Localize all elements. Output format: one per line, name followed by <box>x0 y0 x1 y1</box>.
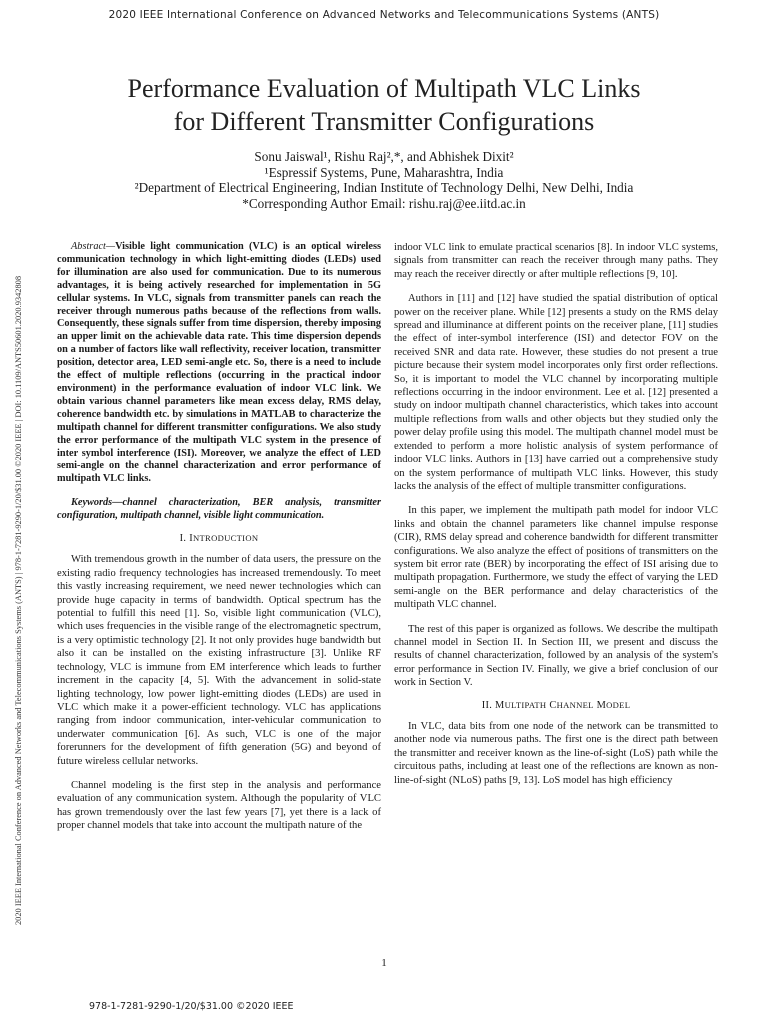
intro-paragraph-4: In this paper, we implement the multipath path model for indoor VLC links and obtain the channel parameters like channel impulse response (CIR), RMS delay spread and coherence bandwidth for different transmitter configurations. We also analyze the effect of positions of transmitters on the system bit error rate (BER) by incorporating the effect of ISI arising due to multipath propagation. Furthermore, we study the effect of varying the LED semi-angle on the BER performance and delay characteristics of the multipath VLC channel. <box>394 505 718 611</box>
intro-paragraph-3: Authors in [11] and [12] have studied the spatial distribution of optical power on the receiver plane. While [12] presents a study on the RMS delay spread and illuminance at different points on the receiver plane, [11] studies the effect of inter-symbol interference (ISI) and detector FOV on the received SNR and data rate. However, these studies do not present a true picture because their system model incorporates only first order reflections. So, it is important to model the VLC channel by incorporating multiple reflections occurring in the indoor environment. Lee et al. [12] presented a study on indoor multipath channel characteristics, which takes into account multiple reflections from walls and other objects but they studied only the power delay profile using this model. The multipath channel model must be extended to perform a more holistic analysis of system performance of indoor VLC links. Authors in [13] have carried out a comprehensive study on the system performance of multipath VLC links. However, this study lacks the analysis of the effect of multiple transmitter configurations. <box>394 293 718 492</box>
intro-paragraph-2-cont: indoor VLC link to emulate practical scenarios [8]. In indoor VLC systems, signals from transmitter can reach the receiver through many paths. They may reach the receiver directly or after multiple reflections [9, 10]. <box>394 242 718 280</box>
author-block <box>40 149 728 211</box>
conference-header: 2020 IEEE International Conference on Advanced Networks and Telecommunications Systems (ANTS) <box>108 9 660 21</box>
left-column <box>57 241 381 833</box>
affiliation-1: ¹Espressif Systems, Pune, Maharashtra, India <box>264 164 504 180</box>
intro-paragraph-5: The rest of this paper is organized as follows. We describe the multipath channel model in Section II. In Section III, we present and discuss the results of channel characterization, followed by an analysis of the system's error performance in Section IV. Finally, we give a brief conclusion of our work in Section V. <box>394 623 718 689</box>
page-number: 1 <box>381 957 387 969</box>
abstract-label: Abstract— <box>71 241 116 252</box>
section-2-heading: II. MULTIPATH CHANNEL MODEL <box>481 699 631 711</box>
title-line-1: Performance Evaluation of Multipath VLC Links <box>127 74 641 103</box>
author-names: Sonu Jaiswal¹, Rishu Raj²,*, and Abhishek Dixit² <box>254 149 514 164</box>
right-column <box>394 241 718 787</box>
abstract-text: Visible light communication (VLC) is an optical wireless communication technology in which light-emitting diodes (LEDs) used for illumination are also used for communication. Due to its numerous advantages, it is being actively researched for implementation in 5G cellular systems. In VLC, signals from transmitter panels can reach the receiver through numerous paths because of the reflections from walls. Consequently, these signals suffer from time dispersion, thereby imposing an upper limit on the achievable data rate. This time dispersion depends on a number of factors like wall reflectivity, receiver location, transmitter position, detector area, LED semi-angle etc. So, there is a need to include the effect of multiple reflections (occurring in the practical indoor environment) in the performance evaluation of indoor VLC link. We obtain various channel parameters like mean excess delay, RMS delay, coherence bandwidth etc. by simulations in MATLAB to characterize the multipath channel for different transmitter configurations. We also study the error performance of the multipath VLC system in the presence of inter symbol interference (ISI). Moreover, we analyze the effect of LED semi-angle on the channel characterization and error performance of multipath VLC links. <box>57 241 381 485</box>
copyright-footer: 978-1-7281-9290-1/20/$31.00 ©2020 IEEE <box>89 1001 294 1012</box>
model-paragraph-1: In VLC, data bits from one node of the network can be transmitted to another node via numerous paths. The first one is the direct path between the transmitter and receiver known as the line-of-sight (LoS) path while the circuitous paths, including at least one of the reflections are known as non-line-of-sight (NLoS) paths [9, 13]. LoS model has high efficiency <box>394 721 718 786</box>
side-citation-strip: 2020 IEEE International Conference on Advanced Networks and Telecommunications Systems (ANTS) | 978-1-7281-9290-1/20/$31.00 ©2020 IEEE | DOI: 10.1109/ANTS50601.2020.9342808 <box>14 275 23 925</box>
intro-paragraph-2: Channel modeling is the first step in the analysis and performance evaluation of any communication system. Although the popularity of VLC has grown tremendously over the last few years [7], yet there is a lack of proper channel models that take into account the multipath nature of the <box>57 779 381 832</box>
section-1-heading: I. INTRODUCTION <box>179 533 259 545</box>
affiliation-2: ²Department of Electrical Engineering, Indian Institute of Technology Delhi, New Delhi, India <box>134 180 634 195</box>
intro-paragraph-1: With tremendous growth in the number of data users, the pressure on the existing radio frequency technologies has increased tremendously. To meet this vastly increasing requirement, we need newer technologies which can provide huge capacity in terms of bandwidth. Optical spectrum has the potential to fulfill this need [1]. So, visible light communication (VLC), which uses frequencies in the visible range of the electromagnetic spectrum, is a very optimistic technology [2]. It not only provides huge bandwidth but also it can be installed on the existing infrastructure [3]. Unlike RF technology, VLC is immune from EM interference which leads to further increment in the capacity [4, 5]. With the advancement in solid-state lighting technology, low power light-emitting diodes (LEDs) are used in VLC which make it a power-efficient technology. VLC has applications ranging from indoor communication, inter-vehicular communication to underwater communication [6]. As such, VLC is one of the major forerunners for the development of fifth generation (5G) and beyond of future wireless cellular networks. <box>57 554 381 767</box>
abstract <box>57 241 381 486</box>
keywords: Keywords—channel characterization, BER analysis, transmitter configuration, multipath channel, visible light communication. <box>57 497 381 522</box>
paper-title <box>40 72 728 138</box>
title-line-2: for Different Transmitter Configurations <box>173 107 595 136</box>
corresponding-email: *Corresponding Author Email: rishu.raj@ee.iitd.ac.in <box>242 195 526 211</box>
